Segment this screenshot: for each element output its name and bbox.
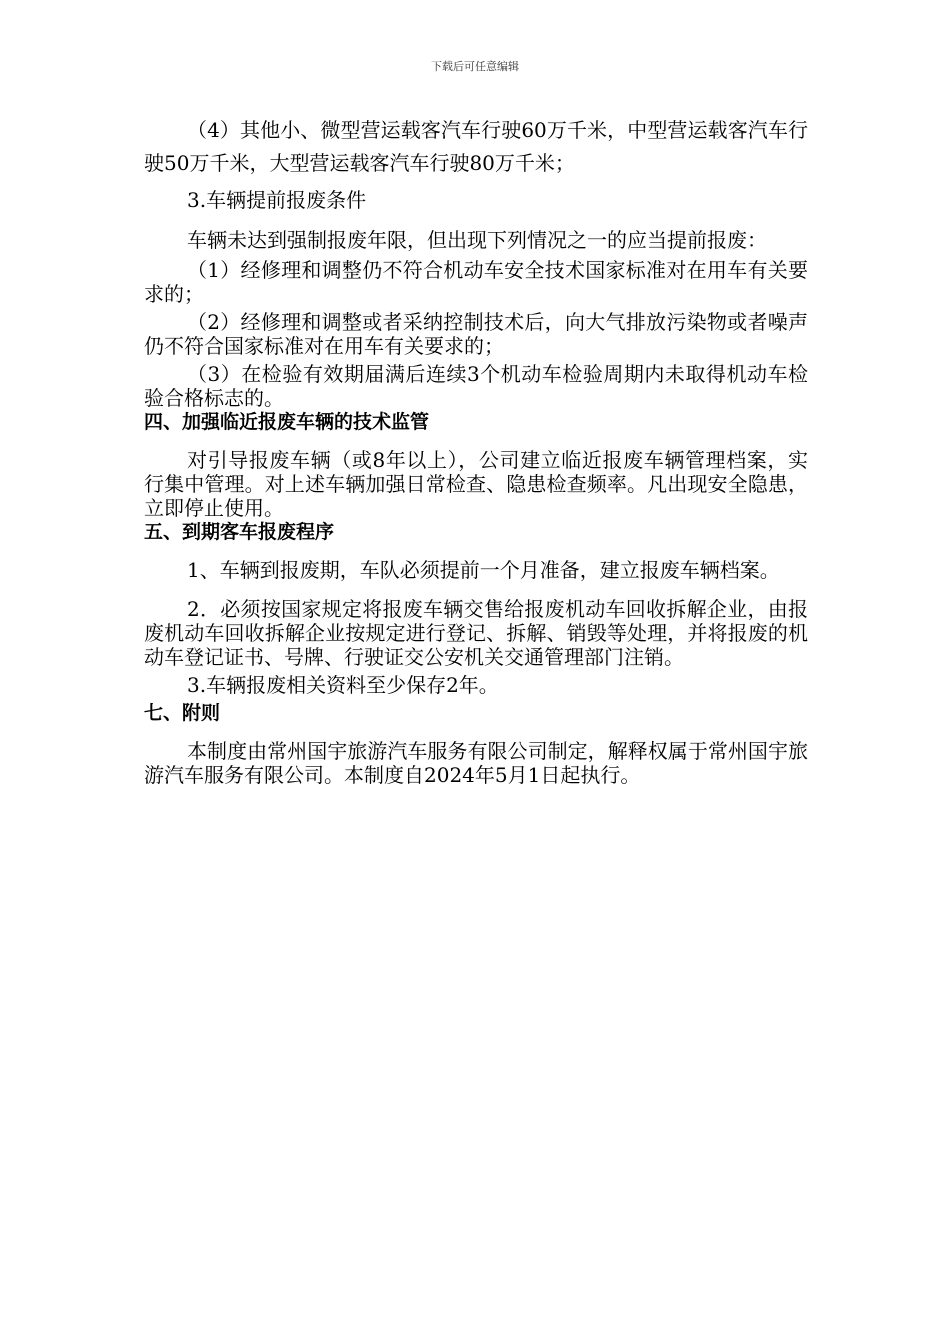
paragraph-procedure-2: 2．必须按国家规定将报废车辆交售给报废机动车回收拆解企业，由报废机动车回收拆解企业按规定进行登记、拆解、销毁等处理，并将报废的机动车登记证书、号牌、行驶证交公安机关交通管理部门注销。 <box>144 597 808 669</box>
paragraph-condition-3: （3）在检验有效期届满后连续3个机动车检验周期内未取得机动车检验合格标志的。 <box>144 362 808 410</box>
paragraph-condition-2: （2）经修理和调整或者采纳控制技术后，向大气排放污染物或者噪声仍不符合国家标准对在用车有关要求的； <box>144 310 808 358</box>
page-header: 下载后可任意编辑 <box>431 60 519 73</box>
document-body <box>144 114 808 787</box>
section-heading-7: 七、附则 <box>144 702 221 724</box>
paragraph-mileage-limits: （4）其他小、微型营运载客汽车行驶60万千米，中型营运载客汽车行驶50万千米，大型营运载客汽车行驶80万千米； <box>144 118 808 175</box>
paragraph-supplementary: 本制度由常州国宇旅游汽车服务有限公司制定，解释权属于常州国宇旅游汽车服务有限公司。本制度自2024年5月1日起执行。 <box>144 739 808 787</box>
section-heading-5: 五、到期客车报废程序 <box>144 521 335 543</box>
subheading-early-scrap: 3.车辆提前报废条件 <box>187 188 367 212</box>
paragraph-procedure-3: 3.车辆报废相关资料至少保存2年。 <box>187 673 499 697</box>
paragraph-procedure-1: 1、车辆到报废期，车队必须提前一个月准备，建立报废车辆档案。 <box>187 558 780 582</box>
paragraph-technical-supervision: 对引导报废车辆（或8年以上），公司建立临近报废车辆管理档案，实行集中管理。对上述车辆加强日常检查、隐患检查频率。凡出现安全隐患，立即停止使用。 <box>144 448 808 520</box>
paragraph-condition-1: （1）经修理和调整仍不符合机动车安全技术国家标准对在用车有关要求的； <box>144 258 808 306</box>
paragraph-early-scrap-intro: 车辆未达到强制报废年限，但出现下列情况之一的应当提前报废： <box>187 228 767 252</box>
section-heading-4: 四、加强临近报废车辆的技术监管 <box>144 411 430 433</box>
